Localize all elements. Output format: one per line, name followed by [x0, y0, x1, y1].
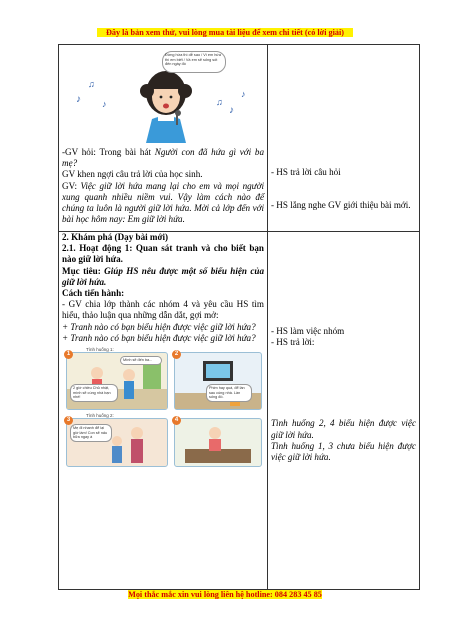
- speech-bubble: Mẹ đi nhanh để lại giờ làm! Con sẽ nấu bữa ngay à: [70, 424, 112, 442]
- result-2: Tình huống 1, 3 chưa biểu hiện được việc giữ lời hứa.: [271, 440, 416, 463]
- intro-paragraph: [62, 181, 264, 226]
- table-row: [59, 45, 420, 232]
- teacher-activity-cell: [59, 232, 268, 590]
- question-paragraph: [62, 147, 264, 169]
- situations-illustration: [62, 344, 262, 465]
- svg-text:♫: ♫: [216, 97, 223, 107]
- student-listen: - HS lắng nghe GV giới thiệu bài mới.: [271, 200, 411, 211]
- result-1: Tình huống 2, 4 biểu hiện được việc giữ lời hứa.: [271, 418, 416, 440]
- goal-text: Giúp HS nêu được một số biểu hiện của giữ lời hứa.: [62, 265, 264, 287]
- lesson-plan-table: [58, 44, 420, 590]
- table-row: [59, 232, 420, 590]
- teacher-activity-cell: [59, 45, 268, 232]
- praise-text: GV khen ngợi câu trả lời của học sinh.: [62, 169, 203, 180]
- goal-paragraph: [62, 266, 264, 288]
- picture-number-2: 2: [172, 350, 181, 359]
- group-work-text: - HS làm việc nhóm: [271, 326, 345, 336]
- speech-bubble: 2 giờ chiều Chủ nhật, mình sẽ cùng nhà bạn nhé!: [70, 384, 118, 402]
- student-activity-cell: [268, 232, 420, 590]
- question-italic: Người con đã hứa gì với ba mẹ?: [62, 147, 264, 169]
- speech-bubble: Mình sẽ đến ba...: [120, 356, 162, 365]
- student-activity-cell: [268, 45, 420, 232]
- guiding-question-1: + Tranh nào có bạn biểu hiện được việc giữ lời hứa?: [62, 321, 256, 332]
- situation-1-label: Tình huống 1:: [86, 347, 114, 353]
- singing-girl-illustration: [66, 47, 266, 143]
- footer-banner: Mọi thắc mắc xin vui lòng liên hệ hotline: 084 283 45 85: [128, 590, 322, 599]
- child-cooking-image: [175, 419, 261, 466]
- method-label: Cách tiến hành:: [62, 288, 125, 299]
- svg-text:♫: ♫: [88, 79, 95, 89]
- svg-text:♪: ♪: [229, 105, 234, 116]
- song-lyrics-bubble: Đừng hứa thì dễ sao / Vì em hứa thì em biết / Và em sẽ sống sót đến ngày đó: [162, 51, 226, 73]
- speech-bubble: Phim hay quá, để lần sau cùng nhà. Lần sống đó.: [206, 384, 252, 402]
- section-title: 2. Khám phá (Dạy bài mới): [62, 232, 169, 242]
- activity-title: 2.1. Hoạt động 1: Quan sát tranh và cho biết bạn nào giữ lời hứa.: [62, 243, 264, 265]
- picture-frame-4: [174, 418, 262, 467]
- svg-text:♪: ♪: [241, 89, 246, 99]
- question-prefix: -GV hỏi: Trong bài hát: [62, 147, 155, 157]
- intro-prefix: GV:: [62, 180, 81, 191]
- step-text: - GV chia lớp thành các nhóm 4 và yêu cầu HS tìm hiểu, thảo luận qua những dẫn dắt, gợi mở:: [62, 299, 264, 321]
- guiding-question-2: + Tranh nào có bạn biểu hiện được việc giữ lời hứa?: [62, 332, 256, 343]
- svg-text:♪: ♪: [102, 99, 107, 109]
- picture-number-1: 1: [64, 350, 73, 359]
- student-answer: - HS trả lời câu hỏi: [271, 167, 341, 177]
- situation-2-label: Tình huống 2:: [86, 413, 114, 419]
- intro-italic: Việc giữ lời hứa mang lại cho em và mọi người xung quanh nhiều niềm vui. Vậy làm cách nào để chúng ta luôn là người giữ lời hứa. Mời cả lớp đến với bài học hôm nay: Em giữ lời hứa.: [62, 180, 265, 225]
- student-answer-label: - HS trả lời:: [271, 337, 315, 348]
- picture-number-4: 4: [172, 416, 181, 425]
- svg-text:♪: ♪: [76, 94, 81, 105]
- picture-number-3: 3: [64, 416, 73, 425]
- header-banner: Đây là bản xem thử, vui lòng mua tài liệu để xem chi tiết (có lời giải): [97, 28, 353, 37]
- goal-label: Mục tiêu:: [62, 265, 105, 276]
